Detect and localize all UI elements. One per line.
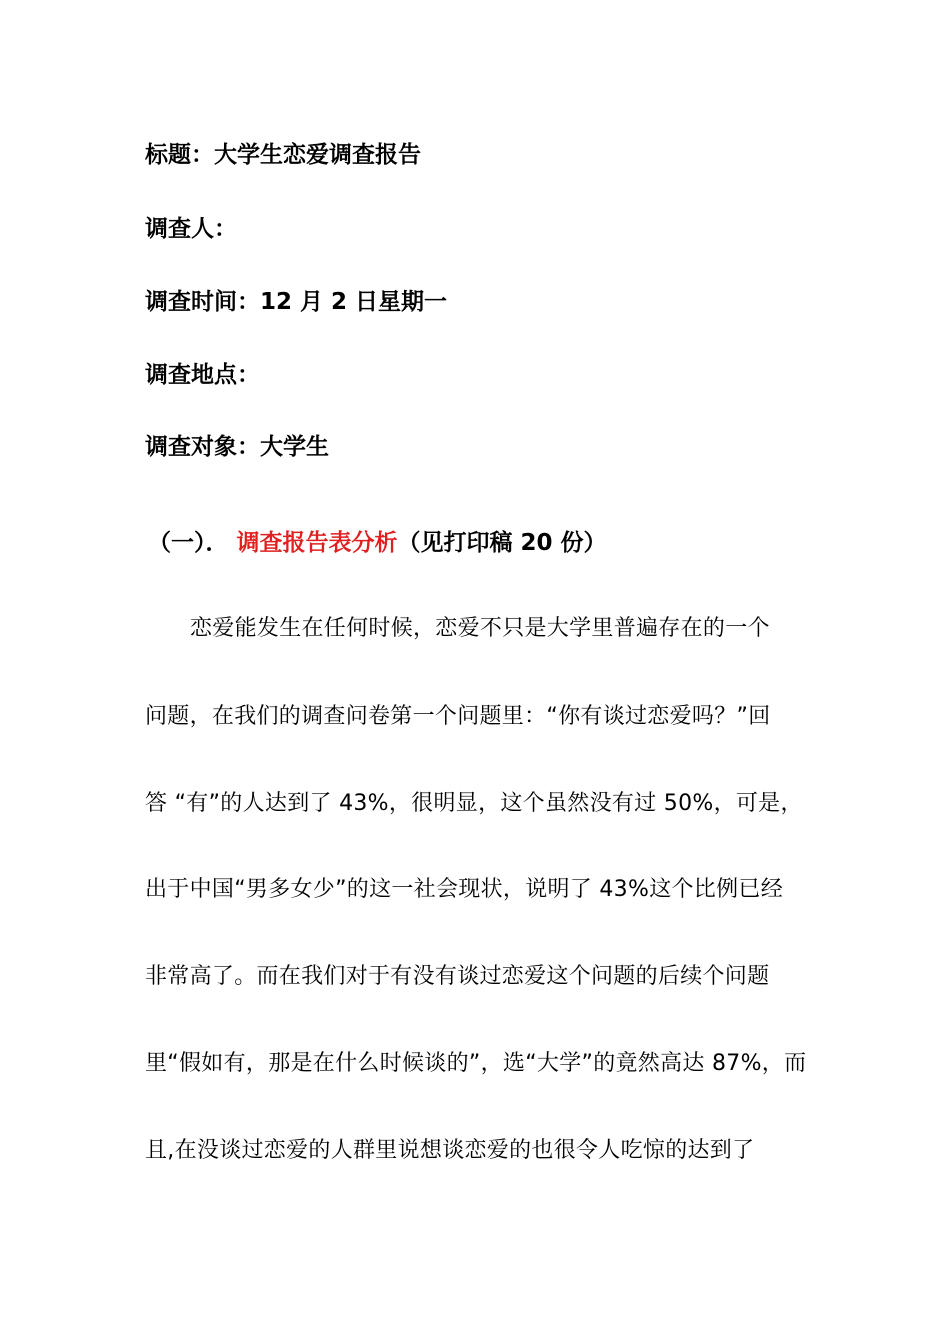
paragraph-line: 非常高了。而在我们对于有没有谈过恋爱这个问题的后续个问题 (145, 964, 770, 989)
survey-subject-field (145, 428, 329, 461)
paragraph-line: 答 “有”的人达到了 43%，很明显，这个虽然没有过 50%，可是， (145, 791, 803, 816)
survey-location-label: 调查地点： (145, 362, 260, 388)
survey-time-value: 12 月 2 日星期一 (260, 289, 448, 315)
investigator-label: 调查人： (145, 216, 237, 242)
title-value: 大学生恋爱调查报告 (214, 142, 421, 168)
paragraph-line: 里“假如有，那是在什么时候谈的”，选“大学”的竟然高达 87%，而 (145, 1051, 807, 1076)
section-prefix: （一）． (148, 530, 229, 556)
survey-time-field (145, 283, 447, 316)
survey-subject-value: 大学生 (260, 434, 329, 460)
paragraph-line: 恋爱能发生在任何时候，恋爱不只是大学里普遍存在的一个 (190, 616, 770, 641)
paragraph-line: 出于中国“男多女少”的这一社会现状，说明了 43%这个比例已经 (145, 877, 783, 902)
section-title: 调查报告表分析 (236, 530, 398, 556)
section-suffix: （见打印稿 20 份） (397, 530, 607, 556)
survey-subject-label: 调查对象： (145, 434, 260, 460)
paragraph-line: 问题，在我们的调查问卷第一个问题里：“你有谈过恋爱吗？”回 (145, 704, 771, 729)
paragraph-line: 且,在没谈过恋爱的人群里说想谈恋爱的也很令人吃惊的达到了 (145, 1138, 755, 1163)
section-heading (148, 524, 607, 557)
title-field (145, 136, 421, 169)
survey-location-field (145, 356, 260, 389)
title-label: 标题： (145, 142, 214, 168)
investigator-field (145, 210, 237, 243)
survey-time-label: 调查时间： (145, 289, 260, 315)
